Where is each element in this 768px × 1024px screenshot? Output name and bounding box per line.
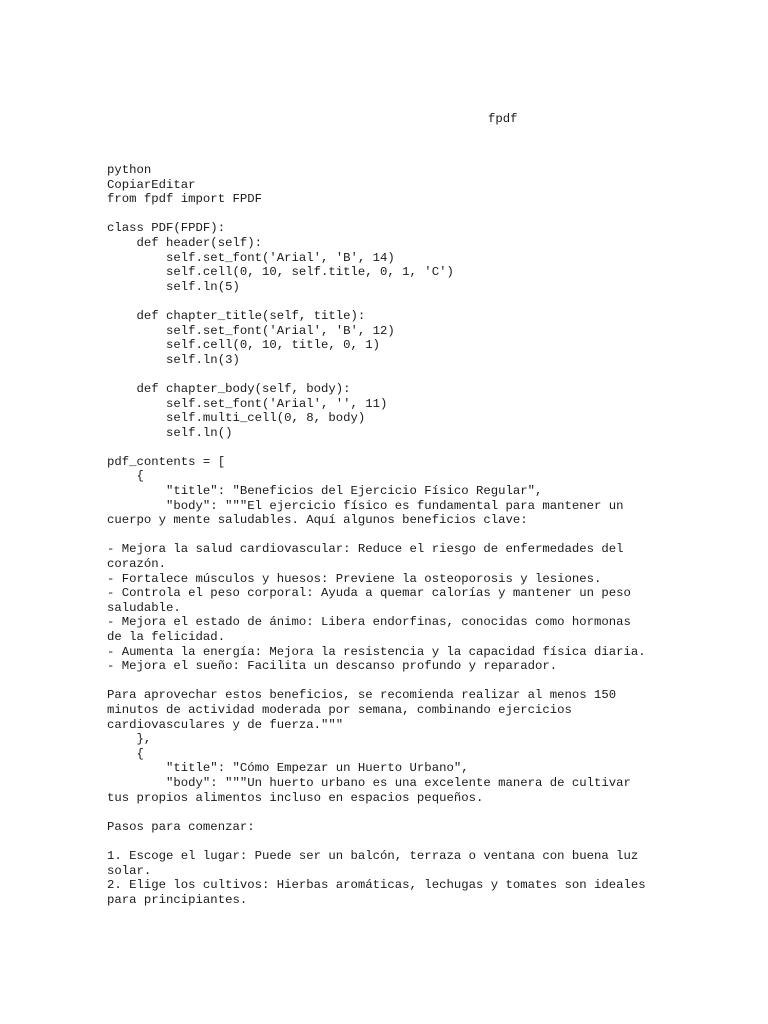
code-line (107, 207, 707, 222)
code-line (107, 367, 707, 382)
code-line: de la felicidad. (107, 630, 226, 644)
code-line: 2. Elige los cultivos: Hierbas aromáticas, lechugas y tomates son ideales (107, 878, 646, 893)
code-line: cardiovasculares y de fuerza.""" (107, 717, 344, 732)
code-line: corazón. (107, 557, 167, 572)
code-line (107, 440, 707, 455)
code-line: python (107, 163, 152, 177)
code-line: self.ln(3) (107, 352, 240, 367)
code-line: self.ln(5) (107, 279, 240, 294)
code-line: def chapter_body(self, body): (107, 381, 351, 396)
code-line: pdf_contents = [ (107, 454, 226, 469)
code-line: }, (107, 732, 152, 747)
code-line (107, 528, 707, 543)
code-line: from fpdf import FPDF (107, 192, 262, 207)
code-line: self.multi_cell(0, 8, body) (107, 411, 366, 426)
code-line: minutos de actividad moderada por semana, combinando ejercicios (107, 702, 572, 717)
code-line: solar. (107, 863, 152, 878)
code-line (107, 805, 707, 820)
code-line: self.cell(0, 10, self.title, 0, 1, 'C') (107, 265, 454, 280)
code-line: self.set_font('Arial', '', 11) (107, 396, 388, 411)
code-listing (107, 163, 707, 907)
code-line: tus propios alimentos incluso en espacios pequeños. (107, 790, 484, 805)
code-line: { (107, 469, 144, 484)
code-line: - Controla el peso corporal: Ayuda a quemar calorías y mantener un peso (107, 586, 631, 601)
code-line: self.set_font('Arial', 'B', 12) (107, 323, 395, 338)
code-line: "body": """Un huerto urbano es una excelente manera de cultivar (107, 775, 631, 790)
code-line: saludable. (107, 600, 181, 615)
code-line: - Fortalece músculos y huesos: Previene la osteoporosis y lesiones. (107, 571, 602, 586)
page-header: fpdf (488, 112, 518, 126)
code-line: para principiantes. (107, 892, 248, 907)
code-line (107, 294, 707, 309)
code-line: - Mejora el sueño: Facilita un descanso profundo y reparador. (107, 659, 558, 674)
code-line: "title": "Cómo Empezar un Huerto Urbano", (107, 761, 469, 776)
code-line: "title": "Beneficios del Ejercicio Físico Regular", (107, 484, 543, 499)
code-line: def header(self): (107, 235, 262, 250)
code-line: cuerpo y mente saludables. Aquí algunos beneficios clave: (107, 513, 528, 528)
code-line (107, 674, 707, 689)
code-line: 1. Escoge el lugar: Puede ser un balcón, terraza o ventana con buena luz (107, 848, 639, 863)
code-line: CopiarEditar (107, 177, 196, 192)
code-line: { (107, 746, 144, 761)
code-line: - Mejora el estado de ánimo: Libera endorfinas, conocidas como hormonas (107, 615, 631, 630)
code-line: class PDF(FPDF): (107, 221, 226, 236)
code-line: Para aprovechar estos beneficios, se recomienda realizar al menos 150 (107, 688, 617, 703)
code-line: self.set_font('Arial', 'B', 14) (107, 250, 395, 265)
code-line: - Aumenta la energía: Mejora la resistencia y la capacidad física diaria. (107, 644, 646, 659)
code-line: Pasos para comenzar: (107, 819, 255, 834)
code-line: def chapter_title(self, title): (107, 308, 366, 323)
code-line (107, 834, 707, 849)
code-line: self.ln() (107, 425, 233, 440)
code-line: - Mejora la salud cardiovascular: Reduce el riesgo de enfermedades del (107, 542, 624, 557)
code-line: "body": """El ejercicio físico es fundamental para mantener un (107, 498, 624, 513)
code-line: self.cell(0, 10, title, 0, 1) (107, 338, 381, 353)
